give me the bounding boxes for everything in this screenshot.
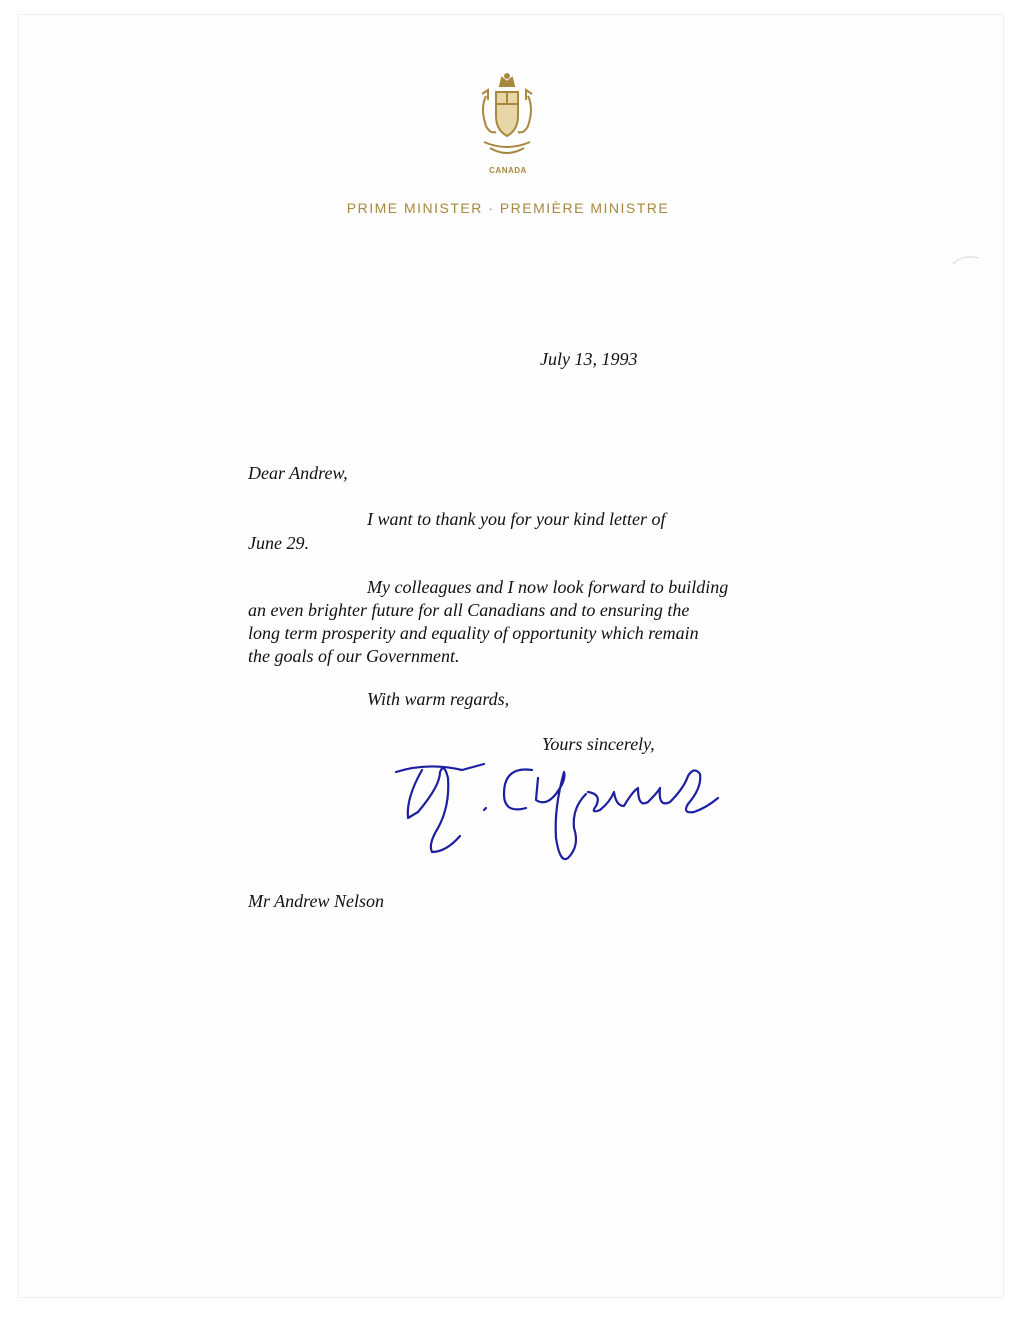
letter-date: July 13, 1993 — [540, 349, 638, 369]
paragraph-2-line-4: the goals of our Government. — [248, 646, 460, 666]
closing-line: Yours sincerely, — [542, 734, 655, 754]
recipient-name: Mr Andrew Nelson — [248, 891, 385, 911]
paragraph-1-line-1: I want to thank you for your kind letter of — [367, 509, 666, 529]
coat-of-arms-icon — [472, 72, 542, 168]
paragraph-2-line-3: long term prosperity and equality of opportunity which remain — [248, 623, 699, 643]
salutation: Dear Andrew, — [248, 463, 348, 483]
paragraph-2-line-2: an even brighter future for all Canadians and to ensuring the — [248, 600, 690, 620]
regards-line: With warm regards, — [367, 689, 510, 709]
paragraph-1-line-2: June 29. — [248, 533, 309, 553]
page-curl-mark — [952, 252, 980, 266]
crest-caption: CANADA — [489, 166, 527, 175]
letterhead-office-title: PRIME MINISTER · PREMIÈRE MINISTRE — [346, 200, 670, 216]
handwritten-signature — [388, 748, 738, 878]
paragraph-2-line-1: My colleagues and I now look forward to building — [367, 577, 729, 597]
